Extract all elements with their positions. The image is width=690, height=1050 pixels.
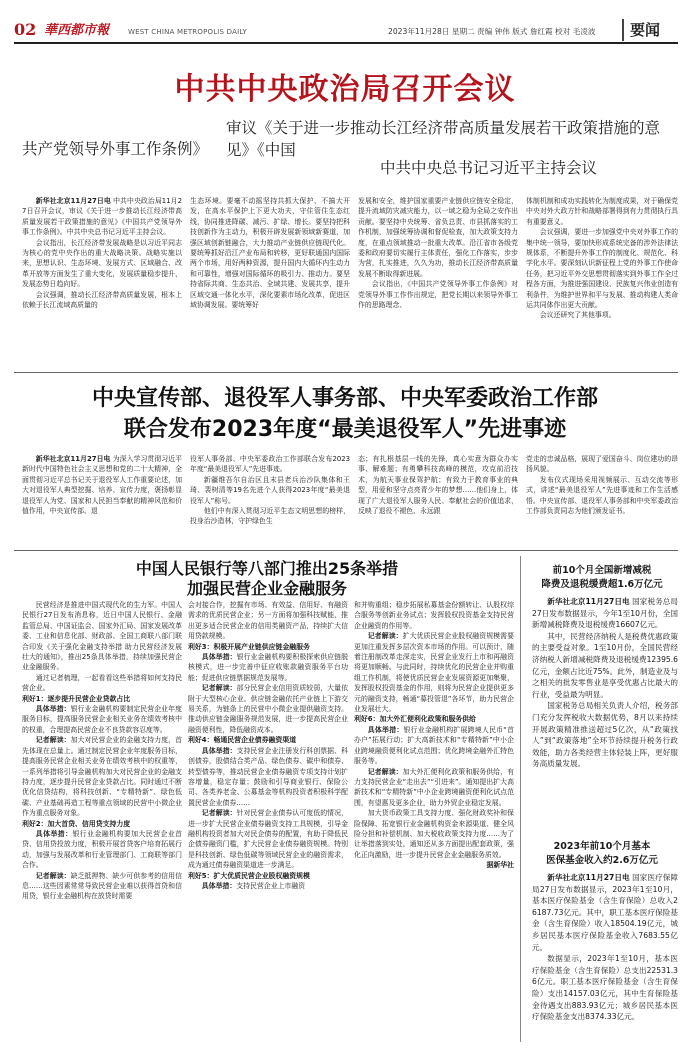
paragraph: 为深入学习贯彻习近平新时代中国特色社会主义思想和党的二十大精神，全面贯彻习近平总书记关于退役军人工作重要论述，加大对退役军人典型挖掘、培养、宣传力度，褒扬彰显退役军人为党、国家和人民担当奉献的精神风范和价值作用，中央宣传部、退 — [22, 455, 182, 516]
label: 记者解读： — [35, 736, 71, 745]
paragraph: 会议强调，要进一步加强党中央对外事工作的集中统一领导，要加快形成系统完备的涉外法律法规体系，不断提升外事工作的制度化、规范化、科学化水平。要深刻认识新征程上党的外事工作使命任务，把习近平外交思想贯彻落实到外事工作全过程各方面，为推进强国建设、民族复兴伟业创造有利条件，为维护世界和平与发展、推动构建人类命运共同体作出更大贡献。 — [526, 228, 678, 310]
article2-column-1 — [22, 454, 182, 546]
column-divider — [520, 556, 521, 1042]
label: 具体举措： — [201, 881, 237, 890]
sidebar2-title-line1: 2023年前10个月基本 — [553, 841, 651, 852]
paragraph: 针对民营企业债券认可度低的情况，进一步扩大民营企业债券融资支持工具规模，引导金融机构投资者加大对民企债券的配置，有助于降低民企债券融资门槛，扩大民营企业债券融资规模。特别是科技创新、绿色低碳等领域民营企业的融资需求，成为通过债券融资渠道进一步满足。 — [188, 809, 348, 870]
label: 记者解读： — [201, 809, 237, 818]
article3-column-1 — [22, 600, 182, 1042]
paragraph: 加大外汇便利化政策和服务供给，有力支持民营企业“走出去”“引进来”。通知提出扩大高新技术和“专精特新”中小企业跨境融资便利化试点范围，有望惠及更多企业，助力外贸企业稳定发展。 — [354, 767, 514, 807]
paragraph: 党走的忠诚品格，展现了爱国奋斗、岗位建功的昂扬风貌。 — [526, 455, 678, 474]
section-label: 要闻 — [622, 19, 678, 41]
paragraph: 缺乏抵押物、缺少可供参考的信用信息……这些因素常常导致民营企业难以获得首贷和信用贷，银行业金融机构在放贷时需要 — [22, 871, 182, 901]
paragraph: 新疆维吾尔自治区且末县老兵治沙队集体和王琦、裴树清等19名先进个人获得2023年度“最美退役军人”称号。 — [190, 475, 350, 505]
paragraph: 发展和安全，维护国家重要产业链供应链安全稳定，提升流域防灾减灾能力，以一域之稳为全局之安作出贡献。要坚持中央统筹、省负总责、市县抓落实的工作机制，加强统筹协调和督促检查，加大政策支持力度，在重点领域推动一批重大改革。沿江省市各级党委和政府要切实履行主体责任，强化工作落实，步步为营，扎实推进，久久为功，推动长江经济带高质量发展不断取得新进展。 — [358, 197, 518, 278]
article3-title-line1: 中国人民银行等八部门推出25条举措 — [135, 559, 399, 578]
sidebar1-body — [532, 596, 678, 834]
paragraph: 役军人事务部、中央军委政治工作部联合发布2023年度“最美退役军人”先进事迹。 — [190, 455, 350, 474]
paragraph: 和并购重组；稳步拓展私募基金份额转让、认股权综合服务等创新业务试点；发挥股权投资基金支持民营企业融资的作用等。 — [354, 601, 514, 630]
paragraph: 扩大优质民营企业股权融资规模需要更加注重发挥多层次资本市场的作用。可以预计，随着注册制改革走深走实，民营企业发行上市和再融资将更加顺畅。与此同时，持续优化的民营企业并购重组工作机制，将使优质民营企业发展资源更加集聚，发挥股权投资基金的作用，则将为民营企业提供更多元的融资支持，畅通“募投管退”各环节，助力民营企业发展壮大。 — [354, 632, 514, 714]
byline: 新华社北京11月27日电 — [35, 455, 111, 463]
label: 具体举措： — [35, 705, 71, 714]
subheading: 利好2：加大首贷、信用贷支持力度 — [22, 819, 131, 828]
paragraph: 他们中有深入贯彻习近平生态文明思想的榜样，投身治沙造林，守护绿色生 — [190, 507, 350, 526]
paragraph: 支持民营企业注册发行科创票据、科创债券，股债结合类产品、绿色债券、碳中和债券、转型债券等，推动民营企业债券融资专项支持计划扩容增量，稳定存量；鼓励和引导商业银行、保险公司、各类养老金、公募基金等机构投资者积极科学配置民营企业债券…… — [188, 746, 348, 807]
paragraph: 生态环境。要毫不动摇坚持共抓大保护、不搞大开发，在高水平保护上下更大功夫，守住管住生态红线，协同推进降碳、减污、扩绿、增长。要坚持把科技创新作为主动力，积极开辟发展新领域新赛道，加强区域创新链融合，大力推动产业链供应链现代化。要统筹抓好沿江产业布局和转移，更好联通国内国际两个市场，用好两种资源，提升国内大循环内生动力和可靠性，增强对国际循环的吸引力、推动力。要坚持省际共商、生态共治、全域共建、发展共享，提升区域交通一体化水平，深化要素市场化改革，促进区域协调发展。要统筹好 — [190, 197, 350, 310]
paragraph: 通过记者梳理，一起看看这些举措将如何支持民营企业。 — [22, 673, 182, 693]
article1-subtitle: 审议《关于进一步推动长江经济带高质量发展若干政策措施的意见》《中国 — [226, 119, 661, 159]
paragraph: 银行业金融机构要加大民营企业首贷、信用贷投放力度，积极开展首贷客户培育拓展行动，加强与发展改革和行业管理部门、工商联等部门合作。 — [22, 829, 182, 870]
article1-column-2 — [190, 196, 350, 370]
paragraph: 发布仪式现场采用视频展示、互动交流等形式，讲述“最美退役军人”先进事迹和工作生活感悟。中央宣传部、退役军人事务部和中央军委政治工作部负责同志为他们颁发证书。 — [526, 475, 678, 516]
dateline: 2023年11月28日 星期二 责编 钟伟 版式 詹红霞 校对 毛凌波 — [388, 27, 596, 36]
article3-column-3 — [354, 586, 514, 1042]
sidebar1-title-line1: 前10个月全国新增减税 — [552, 565, 652, 576]
label: 具体举措： — [201, 746, 237, 755]
newspaper-logo: 華西都市報 — [44, 23, 110, 38]
paragraph: 会议还研究了其他事项。 — [539, 311, 616, 320]
paragraph: 部分民营企业信用资质较弱，大量依附于大型核心企业。供应链金融依托产业链上下游交易关系，为链条上的民营中小微企业提供融资支持。推动供应链金融服务规范发展，进一步提高民营企业融资便利性，降低融资成本。 — [188, 684, 348, 734]
sidebar1-title-line2: 降费及退税缓费超1.6万亿元 — [541, 579, 663, 590]
newspaper-logo-english: WEST CHINA METROPOLIS DAILY — [128, 28, 247, 36]
article2-title-line1: 中央宣传部、退役军人事务部、中央军委政治工作部 — [91, 386, 598, 411]
article1-title: 中共中央政治局召开会议 — [174, 72, 516, 107]
article2-title-line2: 联合发布2023年度“最美退役军人”先进事迹 — [123, 417, 567, 442]
paragraph: 会议指出，长江经济带发展战略是以习近平同志为核心的党中央作出的重大战略决策。战略实施以来，思想认识、生态环境、发展方式、区域融合、改革开放等方面发生了重大变化，发展质量稳步提升，发展态势日趋向好。 — [22, 238, 182, 289]
paragraph: 体制机制和成功实践转化为制度成果，对于确保党中央对外大政方针和战略部署得到有力贯彻执行具有重要意义。 — [526, 197, 678, 226]
paragraph: 会对接合作，挖掘有市场、有效益、信用好、有融资需求的优质民营企业；另一方面将加强科技赋能，推出更多适合民营企业的信用类融资产品，持续扩大信用贷款规模。 — [188, 601, 348, 641]
paragraph: 支持民营企业上市融资 — [236, 881, 306, 890]
paragraph: 银行业金融机构要制定民营企业年度服务目标，提高服务民营企业相关业务在绩效考核中的权重，合理提高民营企业不良贷款容忍度等。 — [22, 705, 182, 734]
article2-column-4 — [526, 454, 678, 546]
paragraph: 国家税务总局27日发布数据显示，今年1至10月份，全国新增减税降费及退税缓费16607亿元。 — [532, 597, 678, 630]
article3-title-line2: 加强民营企业金融服务 — [186, 579, 347, 598]
byline: 新华社北京11月27日电 — [35, 197, 111, 205]
paragraph: 会议指出，《中国共产党领导外事工作条例》对党领导外事工作作出规定，把党长期以来领导外事工作的思路理念、 — [358, 280, 518, 310]
page-number: 02 — [14, 20, 37, 39]
label: 具体举措： — [367, 725, 404, 734]
paragraph: 中共中央政治局11月27日召开会议，审议《关于进一步推动长江经济带高质量发展若干政策措施的意见》《中国共产党领导外事工作条例》。中共中央总书记习近平主持会议。 — [22, 197, 182, 237]
subheading: 利好1：逐步提升民营企业贷款占比 — [22, 694, 131, 703]
paragraph: 国家税务总局相关负责人介绍，税务部门充分发挥税收大数据优势，8月以来持续开展政策精准推送超过5亿次，从“政策找人”到“政策落地”全环节持续提升税务行政效能，助力各类经营主体轻装上阵，更好服务高质量发展。 — [532, 701, 678, 769]
byline: 新华社北京11月27日电 — [547, 873, 630, 882]
header-rule — [14, 42, 678, 44]
article1-subtitle2: 中共中央总书记习近平主持会议 — [380, 159, 598, 177]
article1-column-3 — [358, 196, 518, 370]
sidebar2-body — [532, 872, 678, 1042]
article1-column-1 — [22, 196, 182, 370]
subheading: 利好3：积极开展产业链供应链金融服务 — [188, 642, 310, 651]
divider — [14, 550, 678, 551]
article2-column-2 — [190, 454, 350, 546]
label: 记者解读： — [35, 871, 71, 880]
paragraph: 民营经济是推进中国式现代化的生力军。中国人民银行27日发布消息称，近日中国人民银行、金融监管总局、中国证监会、国家外汇局、国家发展改革委、工业和信息化部、财政部、全国工商联八部门联合印发《关于强化金融支持举措 助力民营经济发展壮大的通知》，推出25条具体举措，持续加强民营企业金融服务。 — [22, 601, 182, 672]
subheading: 利好5：扩大优质民营企业股权融资规模 — [188, 871, 310, 880]
paragraph: 银行业金融机构扩展跨境人民币“首办户”拓展行动；扩大高新技术和“专精特新”中小企业跨境融资便利化试点范围；优化跨境金融外汇特色服务等。 — [354, 725, 514, 766]
divider — [14, 372, 678, 373]
sidebar2-title-line2: 医保基金收入约2.6万亿元 — [546, 855, 658, 866]
paragraph: 加大货币政策工具支持力度、强化财政奖补和保险保障、拓宽银行业金融机构资金来源渠道、健全风险分担和补偿机制、加大税收政策支持力度……为了让举措落到实处，通知还从多方面提出配套政策，强化正向激励，进一步提升民营企业金融服务质效。 — [354, 809, 514, 859]
paragraph: 数据显示，2023年1至10月，基本医疗保险基金（含生育保险）总支出22531.36亿元。职工基本医疗保险基金（含生育保险）支出14157.03亿元，其中生育保险基金待遇支出883.93亿元；城乡居民基本医疗保险基金支出8374.33亿元。 — [532, 954, 678, 1022]
paragraph: 银行业金融机构要积极探索供应链脱核模式，进一步完善中征应收账款融资服务平台功能；促进供应链票据规范发展等。 — [188, 653, 348, 682]
source-credit: 据新华社 — [486, 861, 514, 870]
paragraph: 其中，民营经济纳税人是税费优惠政策的主要受益对象。1至10月份，全国民营经济纳税人新增减税降费及退税缓费12395.6亿元，金额占比近75%。此外，制造业及与之相关的批发零售业是享受优惠占比最大的行业，受益最为明显。 — [532, 631, 678, 699]
label: 记者解读： — [367, 632, 403, 641]
subheading: 利好6：加大外汇便利化政策和服务供给 — [354, 715, 476, 724]
label: 记者解读： — [367, 767, 403, 776]
paragraph: 国家医疗保障局27日发布数据显示，2023年1至10月，基本医疗保险基金（含生育保险）总收入26187.73亿元。其中，职工基本医疗保险基金（含生育保险）收入18504.19亿元，城乡居民基本医疗保险基金收入7683.55亿元。 — [532, 873, 678, 952]
article3-column-2 — [188, 586, 348, 1042]
paragraph: 会议强调，推动长江经济带高质量发展，根本上依赖于长江流域高质量的 — [22, 290, 182, 310]
article2-column-3 — [358, 454, 518, 546]
article1-subtitle-continued: 共产党领导外事工作条例》 — [22, 140, 209, 158]
label: 具体举措： — [201, 653, 237, 662]
subheading: 利好4：畅通民营企业债券融资渠道 — [188, 736, 297, 745]
paragraph: 加大对民营企业的金融支持力度，首先体现在总量上。通过制定民营企业年度服务目标，提高服务民营企业相关业务在绩效考核中的权重等，一系列举措将引导金融机构加大对民营企业的金融支持力度，逐步提升民营企业贷款占比。同时通过不断优化信贷结构，将科技创新、“专精特新”、绿色低碳、产业基础再造工程等重点领域的民营中小微企业作为重点服务对象。 — [22, 736, 182, 818]
paragraph: 态；有扎根基层一线的先锋，真心实意为群众办实事、解难题；有勇攀科技高峰的模范，攻克前沿技术，为航天事业保驾护航；有致力于教育事业的典型，用爱和坚守点亮青少年的梦想……他们身上，体现了广大退役军人服务人民、奉献社会的价值追求，反映了退役不褪色、永远跟 — [358, 455, 518, 516]
label: 具体举措： — [35, 829, 73, 838]
label: 记者解读： — [201, 684, 237, 693]
article1-column-4 — [526, 196, 678, 370]
byline: 新华社北京11月27日电 — [547, 597, 630, 606]
